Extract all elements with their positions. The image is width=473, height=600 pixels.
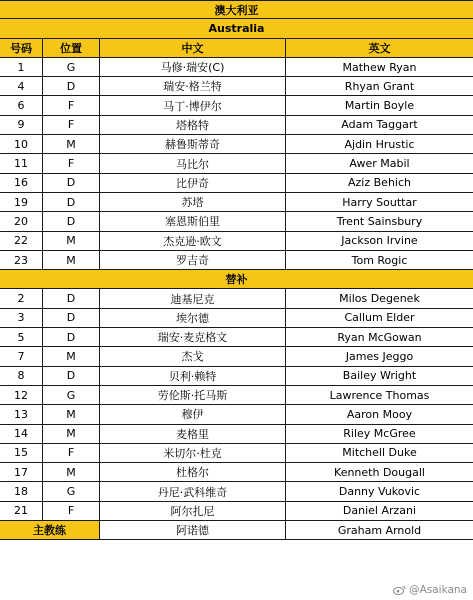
player-english-name: Ajdin Hrustic — [344, 137, 415, 151]
header-english-name: 英文 — [368, 41, 391, 55]
team-subtitle: Australia — [208, 21, 265, 35]
player-number: 20 — [0, 212, 43, 230]
player-number: 4 — [0, 77, 43, 95]
player-english-name: Trent Sainsbury — [336, 214, 423, 228]
player-row — [0, 425, 473, 444]
team-subtitle-row — [0, 19, 473, 38]
watermark-text: @Asaikana — [409, 584, 467, 596]
player-chinese-name: 塞恩斯伯里 — [100, 212, 286, 230]
player-chinese-name: 塔格特 — [100, 116, 286, 134]
player-number: 3 — [0, 309, 43, 327]
player-row — [0, 328, 473, 347]
subs-header-row — [0, 270, 473, 289]
player-position: G — [43, 58, 100, 76]
starters-list — [0, 58, 473, 270]
player-chinese-name: 苏塔 — [100, 193, 286, 211]
player-position: D — [43, 174, 100, 192]
player-row — [0, 463, 473, 482]
player-english-name: Rhyan Grant — [344, 79, 415, 93]
subs-label: 替补 — [225, 273, 248, 287]
player-number: 18 — [0, 482, 43, 500]
player-position: F — [43, 444, 100, 462]
player-row — [0, 77, 473, 96]
player-english-name: Awer Mabil — [349, 157, 410, 171]
player-number: 15 — [0, 444, 43, 462]
player-chinese-name: 阿尔扎尼 — [100, 502, 286, 520]
player-english-name: Bailey Wright — [342, 369, 417, 383]
player-row — [0, 347, 473, 366]
player-chinese-name: 马修·瑞安(C) — [100, 58, 286, 76]
player-row — [0, 58, 473, 77]
player-english-name: Danny Vukovic — [338, 485, 421, 499]
player-chinese-name: 马丁·博伊尔 — [100, 96, 286, 114]
player-row — [0, 482, 473, 501]
player-english-name: Aaron Mooy — [346, 407, 413, 421]
player-number: 14 — [0, 425, 43, 443]
player-number: 19 — [0, 193, 43, 211]
player-row — [0, 367, 473, 386]
player-row — [0, 386, 473, 405]
player-number: 7 — [0, 347, 43, 365]
player-number: 11 — [0, 154, 43, 172]
player-number: 2 — [0, 289, 43, 307]
player-position: D — [43, 193, 100, 211]
player-english-name: Harry Souttar — [342, 195, 417, 209]
player-position: D — [43, 77, 100, 95]
player-position: G — [43, 386, 100, 404]
player-english-name: Daniel Arzani — [342, 504, 417, 518]
column-header-row — [0, 39, 473, 58]
player-number: 16 — [0, 174, 43, 192]
player-position: D — [43, 289, 100, 307]
player-row — [0, 502, 473, 521]
player-position: F — [43, 502, 100, 520]
player-number: 5 — [0, 328, 43, 346]
player-number: 6 — [0, 96, 43, 114]
player-chinese-name: 瑞安·格兰特 — [100, 77, 286, 95]
player-chinese-name: 迪基尼克 — [100, 289, 286, 307]
player-number: 8 — [0, 367, 43, 385]
player-position: F — [43, 116, 100, 134]
player-chinese-name: 赫鲁斯蒂奇 — [100, 135, 286, 153]
player-number: 10 — [0, 135, 43, 153]
player-chinese-name: 劳伦斯·托马斯 — [100, 386, 286, 404]
player-english-name: Milos Degenek — [339, 292, 420, 306]
player-row — [0, 174, 473, 193]
player-row — [0, 405, 473, 424]
watermark — [393, 584, 467, 596]
player-chinese-name: 埃尔德 — [100, 309, 286, 327]
player-row — [0, 212, 473, 231]
player-chinese-name: 瑞安·麦克格文 — [100, 328, 286, 346]
player-chinese-name: 杜格尔 — [100, 463, 286, 481]
player-row — [0, 232, 473, 251]
header-chinese-name: 中文 — [100, 39, 286, 57]
player-chinese-name: 马比尔 — [100, 154, 286, 172]
team-title: 澳大利亚 — [214, 3, 259, 17]
weibo-icon — [393, 585, 406, 595]
player-number: 1 — [0, 58, 43, 76]
player-position: D — [43, 309, 100, 327]
player-position: M — [43, 251, 100, 269]
player-row — [0, 135, 473, 154]
player-english-name: Mathew Ryan — [342, 60, 417, 74]
player-english-name: Riley McGree — [343, 427, 416, 441]
team-title-row — [0, 0, 473, 19]
player-chinese-name: 比伊奇 — [100, 174, 286, 192]
subs-list — [0, 289, 473, 521]
player-english-name: Martin Boyle — [344, 99, 415, 113]
player-position: D — [43, 367, 100, 385]
player-position: F — [43, 96, 100, 114]
player-number: 21 — [0, 502, 43, 520]
player-chinese-name: 杰克逊·欧文 — [100, 232, 286, 250]
player-english-name: James Jeggo — [345, 349, 414, 363]
player-number: 22 — [0, 232, 43, 250]
player-row — [0, 96, 473, 115]
player-chinese-name: 罗吉奇 — [100, 251, 286, 269]
header-number: 号码 — [0, 39, 43, 57]
coach-chinese-name: 阿诺德 — [100, 521, 286, 539]
player-row — [0, 251, 473, 270]
player-number: 13 — [0, 405, 43, 423]
coach-english-name: Graham Arnold — [337, 523, 422, 537]
player-row — [0, 193, 473, 212]
player-position: M — [43, 463, 100, 481]
player-row — [0, 154, 473, 173]
player-english-name: Lawrence Thomas — [329, 388, 430, 402]
player-english-name: Jackson Irvine — [341, 234, 418, 248]
player-chinese-name: 杰戈 — [100, 347, 286, 365]
player-chinese-name: 穆伊 — [100, 405, 286, 423]
player-number: 12 — [0, 386, 43, 404]
player-position: M — [43, 135, 100, 153]
player-position: F — [43, 154, 100, 172]
player-position: D — [43, 212, 100, 230]
player-chinese-name: 米切尔·杜克 — [100, 444, 286, 462]
player-english-name: Aziz Behich — [348, 176, 411, 190]
player-english-name: Callum Elder — [344, 311, 415, 325]
player-row — [0, 309, 473, 328]
player-position: M — [43, 405, 100, 423]
player-chinese-name: 麦格里 — [100, 425, 286, 443]
player-number: 23 — [0, 251, 43, 269]
player-english-name: Tom Rogic — [351, 253, 408, 267]
player-position: D — [43, 328, 100, 346]
player-english-name: Ryan McGowan — [337, 330, 422, 344]
player-number: 17 — [0, 463, 43, 481]
player-english-name: Mitchell Duke — [342, 446, 417, 460]
player-chinese-name: 贝利·赖特 — [100, 367, 286, 385]
player-position: M — [43, 425, 100, 443]
player-row — [0, 444, 473, 463]
player-position: M — [43, 232, 100, 250]
player-position: M — [43, 347, 100, 365]
player-row — [0, 289, 473, 308]
player-number: 9 — [0, 116, 43, 134]
header-position: 位置 — [43, 39, 100, 57]
player-position: G — [43, 482, 100, 500]
player-chinese-name: 丹尼·武科维奇 — [100, 482, 286, 500]
player-english-name: Adam Taggart — [341, 118, 418, 132]
coach-row — [0, 521, 473, 540]
coach-label: 主教练 — [0, 521, 100, 539]
player-row — [0, 116, 473, 135]
player-english-name: Kenneth Dougall — [334, 465, 425, 479]
